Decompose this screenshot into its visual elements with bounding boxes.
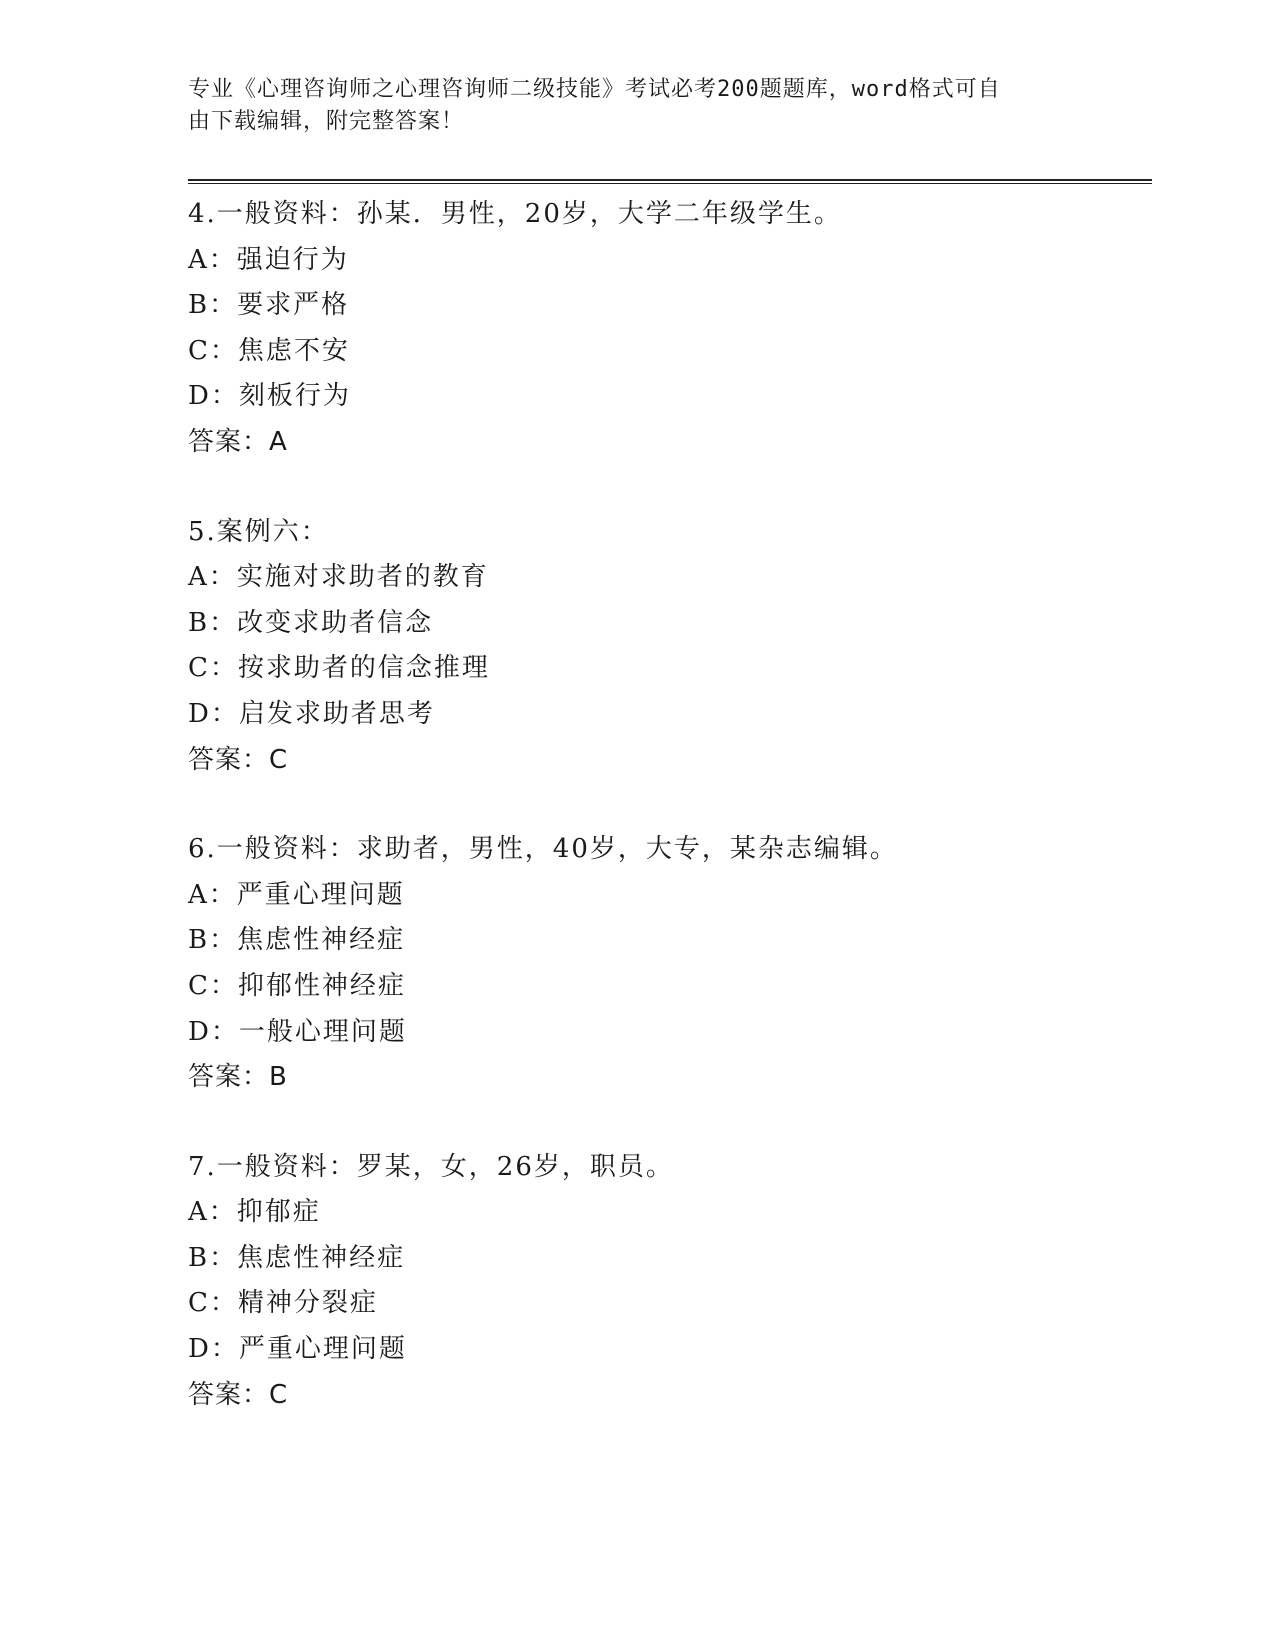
option-a: A：严重心理问题 [188,879,405,910]
answer-line: 答案：B [188,1062,288,1093]
question-stem: 4.一般资料：孙某．男性，20岁，大学二年级学生。 [188,199,842,229]
option-d: D：一般心理问题 [188,1016,407,1047]
question-stem: 7.一般资料：罗某，女，26岁，职员。 [188,1151,674,1182]
option-d: D：启发求助者思考 [188,698,435,729]
answer-line: 答案：A [188,426,288,457]
option-a: A：抑郁症 [188,1197,321,1228]
question-5 [188,510,1148,784]
header-line-1: 专业《心理咨询师之心理咨询师二级技能》考试必考200题题库，word格式可自 [188,77,1001,102]
option-c: C：精神分裂症 [188,1288,378,1319]
option-c: C：抑郁性神经症 [188,970,406,1001]
option-b: B：焦虑性神经症 [188,1242,406,1273]
header-divider-thick [188,179,1152,181]
option-d: D：严重心理问题 [188,1334,407,1365]
question-list [188,192,1148,1418]
answer-line: 答案：C [188,744,289,775]
answer-line: 答案：C [188,1379,289,1410]
question-6 [188,827,1148,1101]
question-4 [188,192,1148,466]
question-stem: 6.一般资料：求助者，男性，40岁，大专，某杂志编辑。 [188,834,898,865]
option-c: C：焦虑不安 [188,335,350,366]
header-divider-thin [188,183,1152,184]
question-stem: 5.案例六： [188,516,329,547]
header-line-2: 由下载编辑，附完整答案！ [188,109,465,134]
option-d: D：刻板行为 [188,381,351,412]
option-b: B：焦虑性神经症 [188,925,406,956]
option-c: C：按求助者的信念推理 [188,653,490,684]
document-header [188,74,1068,138]
option-b: B：改变求助者信念 [188,607,434,638]
question-7 [188,1145,1148,1419]
option-a: A：实施对求助者的教育 [188,562,489,593]
option-a: A：强迫行为 [188,244,349,275]
option-b: B：要求严格 [188,290,350,321]
